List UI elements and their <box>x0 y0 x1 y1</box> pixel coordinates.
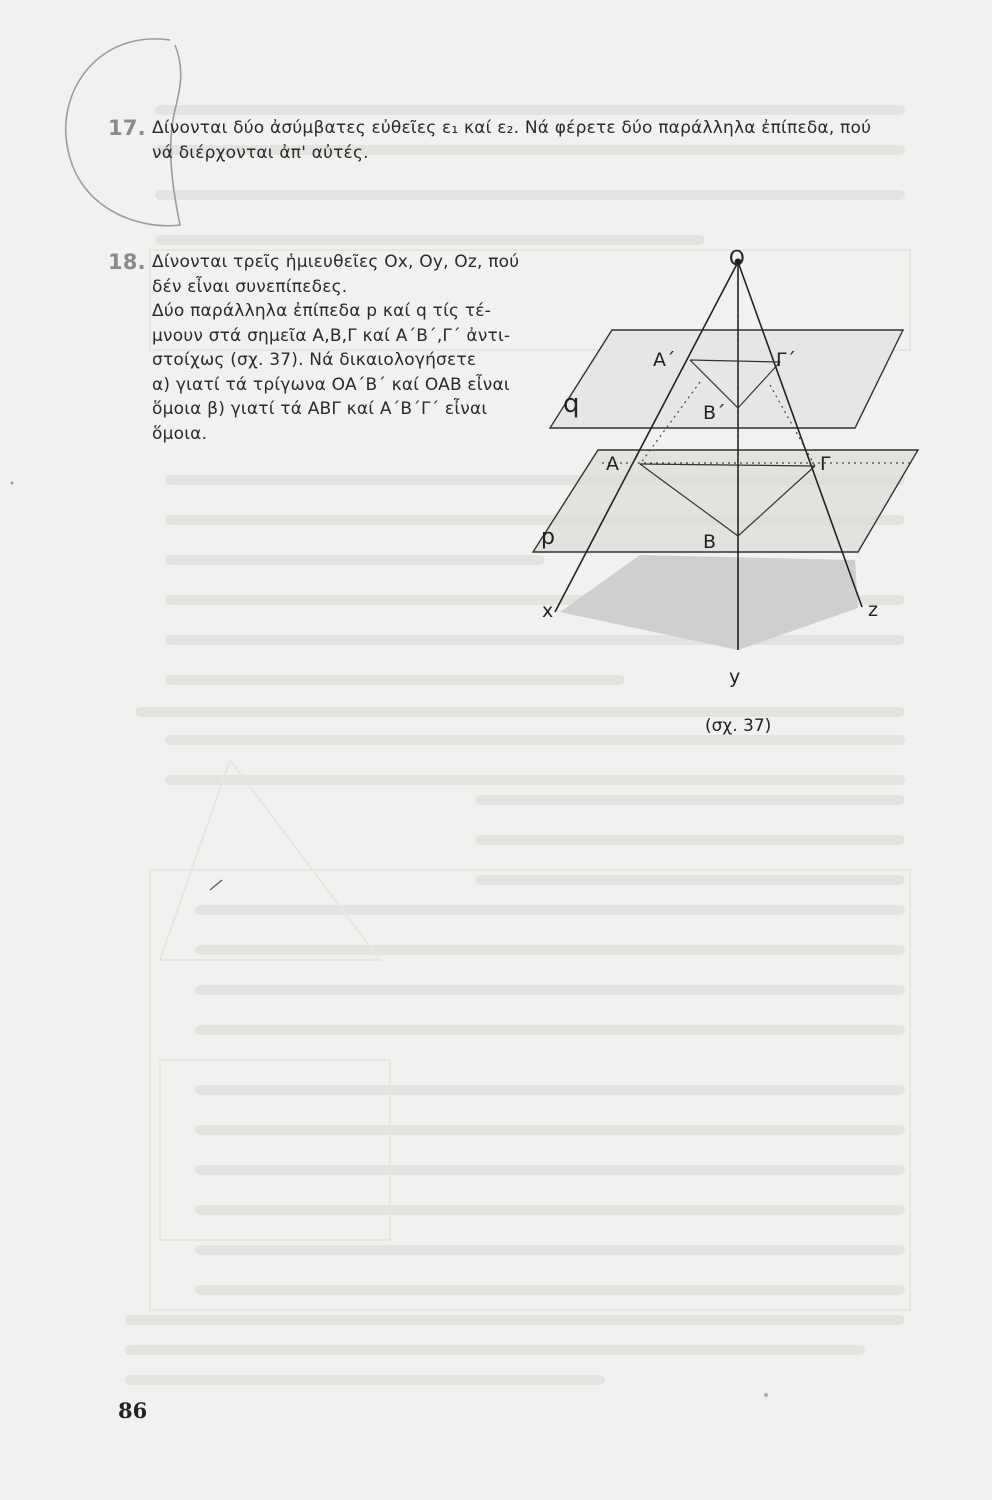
label-y: y <box>729 666 741 688</box>
exercise-line: δέν εἶναι συνεπίπεδες. <box>152 276 348 297</box>
exercise-line: ὅμοια. <box>152 423 208 444</box>
exercise-line: στοίχως (σχ. 37). Νά δικαιολογήσετε <box>152 350 477 370</box>
exercise-text <box>152 250 544 446</box>
label-x: x <box>542 600 554 622</box>
plane-q <box>550 330 903 428</box>
label-B: B <box>703 531 717 553</box>
exercise-18 <box>108 250 548 460</box>
exercise-line: νά διέρχονται ἀπ' αὐτές. <box>152 142 369 163</box>
exercise-number: 18. <box>108 250 146 274</box>
label-A: A <box>606 453 619 475</box>
label-B-prime: B΄ <box>703 402 726 424</box>
exercise-line: Δίνονται τρεῖς ἡμιευθεῖες Ox, Oy, Oz, πού <box>152 252 520 272</box>
page-number: 86 <box>118 1398 148 1423</box>
exercise-line: ὅμοια β) γιατί τά ΑΒΓ καί Α΄Β΄Γ΄ εἶναι <box>152 399 488 419</box>
label-O: O <box>729 246 745 270</box>
label-z: z <box>868 599 878 621</box>
exercise-line: μνουν στά σημεῖα A,B,Γ καί A΄B΄,Γ΄ ἀντι- <box>152 325 511 346</box>
label-q: q <box>563 389 580 419</box>
exercise-text <box>152 116 922 165</box>
label-G: Γ <box>820 453 831 475</box>
exercise-line: Δίνονται δύο ἀσύμβατες εὐθεῖες ε₁ καί ε₂. Νά φέρετε δύο παράλληλα ἐπίπεδα, πού <box>152 118 872 138</box>
exercise-number: 17. <box>108 116 146 140</box>
pyramid-figure <box>520 240 940 740</box>
exercise-line: Δύο παράλληλα ἐπίπεδα p καί q τίς τέ- <box>152 301 491 321</box>
label-A-prime: A΄ <box>653 349 676 371</box>
label-p: p <box>541 525 555 550</box>
label-G-prime: Γ΄ <box>776 349 797 371</box>
exercise-17 <box>108 116 928 176</box>
exercise-line: α) γιατί τά τρίγωνα OA΄B΄ καί OAB εἶναι <box>152 374 510 395</box>
figure-caption: (σχ. 37) <box>705 716 772 736</box>
shaded-base <box>560 555 858 650</box>
